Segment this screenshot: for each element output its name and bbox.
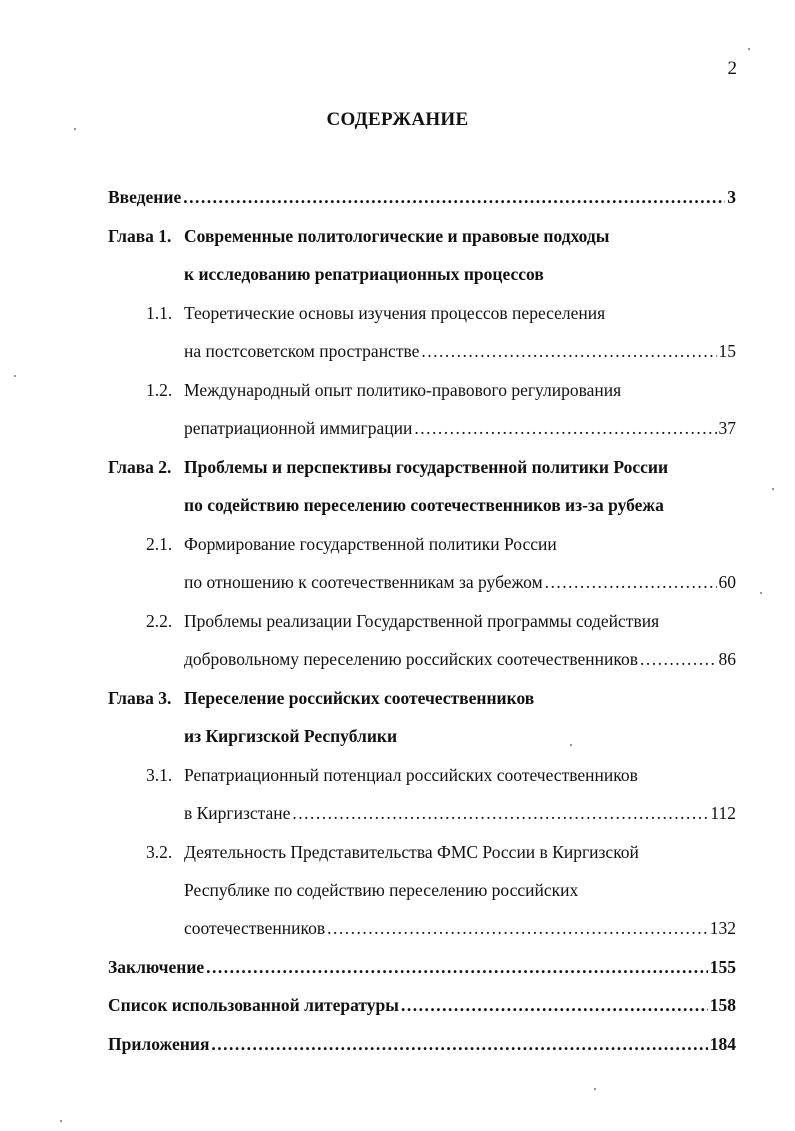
scan-speck (594, 1088, 596, 1090)
toc-section-3-1-line-1 (146, 764, 638, 786)
toc-section-3-2-line-3 (184, 917, 736, 939)
toc-entry-references (108, 994, 736, 1016)
section-title: Формирование государственной политики России (184, 534, 557, 554)
section-title: репатриационной иммиграции (184, 418, 413, 438)
scan-speck (570, 744, 572, 746)
toc-section-3-2-line-2 (184, 879, 578, 901)
toc-entry-label: Список использованной литературы (108, 995, 399, 1015)
toc-entry-conclusion (108, 956, 736, 978)
toc-section-2-1-line-2 (184, 571, 736, 593)
toc-entry-page: 15 (718, 341, 736, 361)
toc-section-1-2-line-2 (184, 417, 736, 439)
scan-speck (14, 375, 16, 377)
section-title: на постсоветском пространстве (184, 341, 420, 361)
scan-speck (760, 592, 762, 594)
chapter-title: Переселение российских соотечественников (184, 688, 535, 708)
toc-entry-page: 86 (718, 649, 736, 669)
toc-chapter-2-line-1 (108, 456, 668, 478)
chapter-title: Проблемы и перспективы государственной политики России (184, 457, 669, 477)
chapter-title: из Киргизской Республики (184, 726, 398, 746)
scan-speck (60, 1120, 62, 1122)
scan-speck (772, 488, 774, 490)
chapter-title: к исследованию репатриационных процессов (184, 264, 544, 284)
toc-section-2-1-line-1 (146, 533, 557, 555)
dot-leader (401, 994, 708, 1016)
section-number: 2.1. (146, 534, 173, 554)
section-title: в Киргизстане (184, 803, 291, 823)
chapter-prefix: Глава 1. (108, 226, 172, 246)
dot-leader (292, 802, 708, 824)
section-title: Республике по содействию переселению российских (184, 880, 579, 900)
toc-section-1-2-line-1 (146, 379, 621, 401)
toc-chapter-3-line-1 (108, 687, 534, 709)
toc-entry-page: 132 (709, 918, 736, 938)
chapter-prefix: Глава 2. (108, 457, 172, 477)
section-number: 3.2. (146, 842, 173, 862)
toc-chapter-1-line-1 (108, 225, 609, 247)
section-title: Деятельность Представительства ФМС России в Киргизской (184, 842, 639, 862)
toc-entry-page: 37 (718, 418, 736, 438)
toc-entry-label: Заключение (108, 957, 205, 977)
section-title: добровольному переселению российских соотечественников (184, 649, 638, 669)
toc-section-3-2-line-1 (146, 841, 639, 863)
section-title: по отношению к соотечественникам за рубежом (184, 572, 543, 592)
toc-entry-label: Введение (108, 187, 182, 207)
toc-entry-label: Приложения (108, 1034, 210, 1054)
toc-entry-intro (108, 186, 736, 208)
toc-section-2-2-line-2 (184, 648, 736, 670)
dot-leader (183, 186, 725, 208)
dot-leader (640, 648, 717, 670)
toc-entry-page: 184 (709, 1034, 736, 1054)
section-title: Теоретические основы изучения процессов переселения (184, 303, 606, 323)
toc-title: СОДЕРЖАНИЕ (326, 109, 469, 130)
toc-section-3-1-line-2 (184, 802, 736, 824)
section-title: Проблемы реализации Государственной программы содействия (184, 611, 660, 631)
scan-speck (748, 48, 750, 50)
chapter-title: Современные политологические и правовые подходы (184, 226, 610, 246)
dot-leader (211, 1033, 707, 1055)
dot-leader (414, 417, 716, 439)
toc-entry-appendices (108, 1033, 736, 1055)
section-number: 1.2. (146, 380, 173, 400)
dot-leader (206, 956, 708, 978)
toc-entry-page: 3 (727, 187, 736, 207)
chapter-prefix: Глава 3. (108, 688, 172, 708)
toc-chapter-2-line-2 (184, 494, 664, 516)
toc-entry-page: 158 (709, 995, 736, 1015)
chapter-title: по содействию переселению соотечественников из-за рубежа (184, 495, 664, 515)
section-number: 3.1. (146, 765, 173, 785)
toc-chapter-3-line-2 (184, 725, 397, 747)
section-title: Международный опыт политико-правового регулирования (184, 380, 622, 400)
section-number: 1.1. (146, 303, 173, 323)
dot-leader (545, 571, 717, 593)
toc-entry-page: 155 (709, 957, 736, 977)
section-title: соотечественников (184, 918, 326, 938)
toc-chapter-1-line-2 (184, 263, 544, 285)
toc-section-1-1-line-2 (184, 340, 736, 362)
toc-section-2-2-line-1 (146, 610, 659, 632)
scan-speck (74, 128, 76, 130)
section-number: 2.2. (146, 611, 173, 631)
page-number: 2 (727, 58, 737, 79)
toc-entry-page: 60 (718, 572, 736, 592)
toc-entry-page: 112 (710, 803, 736, 823)
dot-leader (421, 340, 716, 362)
section-title: Репатриационный потенциал российских соотечественников (184, 765, 638, 785)
dot-leader (327, 917, 708, 939)
toc-section-1-1-line-1 (146, 302, 605, 324)
